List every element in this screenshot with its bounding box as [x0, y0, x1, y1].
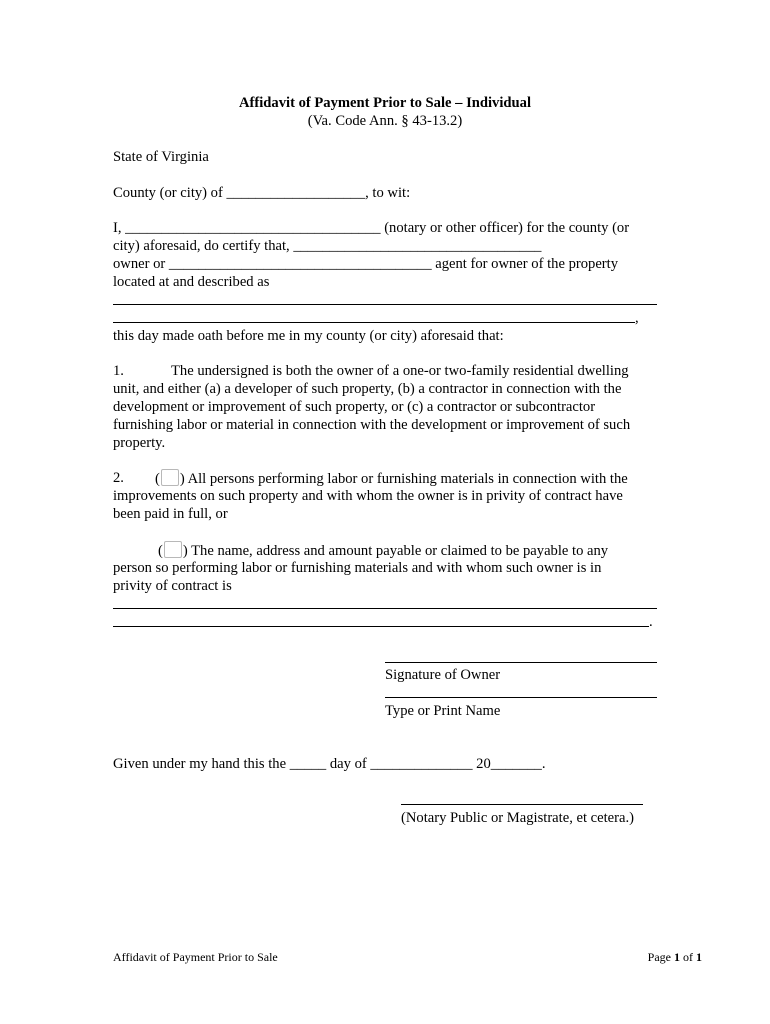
option-b-line: privity of contract is [113, 578, 232, 594]
state-line: State of Virginia [113, 149, 209, 165]
certify-line: city) aforesaid, do certify that, __________________________________ [113, 238, 542, 254]
option-a-checkbox[interactable] [161, 469, 179, 486]
paragraph-2-number: 2. [113, 470, 124, 486]
print-name-line[interactable] [385, 697, 657, 698]
description-comma: , [635, 310, 639, 326]
location-label: located at and described as [113, 274, 270, 290]
property-description-line-1 [113, 304, 657, 305]
paragraph-1-line: furnishing labor or material in connection with the development or improvement of such [113, 417, 631, 433]
payee-details-period: . [649, 614, 653, 630]
owner-signature-line[interactable] [385, 662, 657, 663]
county-line: County (or city) of ___________________, to wit: [113, 185, 411, 201]
page-current: 1 [674, 950, 680, 964]
open-paren: ( [155, 471, 160, 487]
paragraph-1-line: development or improvement of such property, or (c) a contractor or subcontractor [113, 399, 596, 415]
officer-line: I, ___________________________________ (notary or other officer) for the county (or [113, 220, 630, 236]
page-total: 1 [696, 950, 702, 964]
statute-citation: (Va. Code Ann. § 43-13.2) [307, 113, 463, 129]
footer-title: Affidavit of Payment Prior to Sale [113, 950, 278, 964]
option-a-line: been paid in full, or [113, 506, 228, 522]
option-b-line: person so performing labor or furnishing materials and with whom such owner is in [113, 560, 602, 576]
oath-line: this day made oath before me in my county (or city) aforesaid that: [113, 328, 504, 344]
paragraph-1-line: property. [113, 435, 166, 451]
page-number [648, 950, 702, 964]
notary-signature-line[interactable] [401, 804, 643, 805]
paragraph-1-line: The undersigned is both the owner of a one-or two-family residential dwelling [171, 363, 629, 379]
open-paren: ( [158, 543, 163, 559]
paragraph-1-number: 1. [113, 363, 124, 379]
paragraph-1-line: unit, and either (a) a developer of such property, (b) a contractor in connection with the [113, 381, 622, 397]
property-description-line-2 [113, 322, 635, 323]
document-title: Affidavit of Payment Prior to Sale – Individual [238, 95, 531, 111]
owner-agent-line: owner or ____________________________________ agent for owner of the property [113, 256, 619, 272]
owner-signature-label: Signature of Owner [385, 667, 501, 683]
payee-details-line-2 [113, 626, 649, 627]
option-a-first-line [155, 469, 628, 488]
notary-signature-label: (Notary Public or Magistrate, et cetera.) [401, 810, 635, 826]
page-prefix: Page [647, 950, 671, 964]
option-b-text: ) The name, address and amount payable or claimed to be payable to any [182, 543, 609, 559]
page-of: of [683, 950, 693, 964]
option-b-checkbox[interactable] [164, 541, 182, 558]
given-under-hand-line: Given under my hand this the _____ day of ______________ 20_______. [113, 756, 546, 772]
print-name-label: Type or Print Name [385, 703, 501, 719]
option-a-line: improvements on such property and with whom the owner is in privity of contract have [113, 488, 623, 504]
payee-details-line-1 [113, 608, 657, 609]
option-a-text: ) All persons performing labor or furnishing materials in connection with the [179, 471, 628, 487]
option-b-first-line [158, 541, 608, 560]
